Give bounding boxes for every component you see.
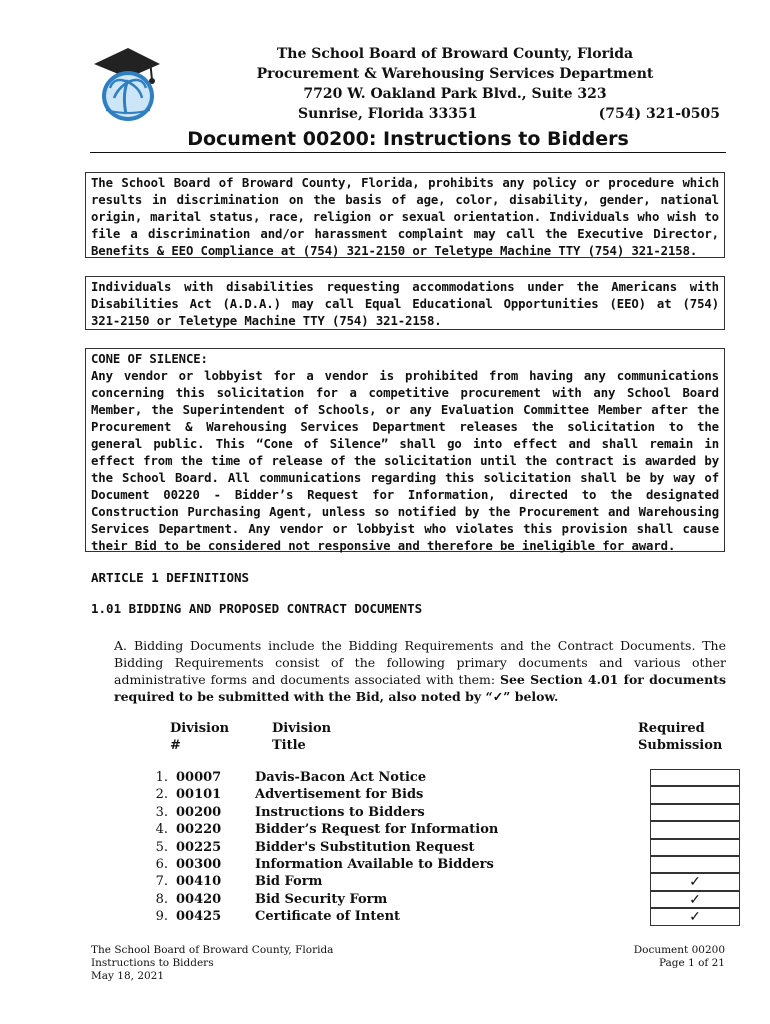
item-number: 5. [155, 839, 168, 855]
header-line-1: The School Board of Broward County, Florida [276, 46, 634, 62]
item-code: 00007 [176, 770, 222, 785]
school-board-apple-logo-icon [92, 44, 162, 124]
article-heading: ARTICLE 1 DEFINITIONS [91, 570, 250, 585]
item-title: Instructions to Bidders [255, 804, 425, 820]
section-heading: 1.01 BIDDING AND PROPOSED CONTRACT DOCUMENTS [91, 601, 423, 616]
list-item [140, 822, 740, 839]
cone-of-silence-heading: CONE OF SILENCE: [91, 352, 208, 366]
column-required-label: Required [638, 721, 705, 736]
item-number: 6. [155, 856, 168, 872]
item-number: 3. [155, 804, 168, 820]
column-division-label: Division [170, 721, 230, 736]
item-number: 2. [155, 787, 168, 803]
cone-of-silence-text: Any vendor or lobbyist for a vendor is prohibited from having any communications concerning this solicitation for a competitive procurement with any School Board Member, the Superintendent of Schools, or any Evaluation Committee Member after the Procurement & Warehousing Services Department releases the solicitation to the general public. This “Cone of Silence” shall go into effect and shall remain in effect from the time of release of the solicitation until the contract is awarded by the School Board. All communications regarding this solicitation shall be by way of Document 00220 - Bidder’s Request for Information, directed to the designated Construction Purchasing Agent, unless so notified by the Procurement and Warehousing Services Department. Any vendor or lobbyist who violates this provision shall cause their Bid to be considered not responsive and therefore be ineligible for award. [91, 369, 719, 553]
nondiscrimination-notice: The School Board of Broward County, Florida, prohibits any policy or procedure which results in discrimination on the basis of age, color, disability, gender, national origin, marital status, race, religion or sexual orientation. Individuals who wish to file a discrimination and/or harassment complaint may call the Executive Director, Benefits & EEO Compliance at (754) 321-2150 or Teletype Machine TTY (754) 321-2158. [85, 172, 725, 258]
item-number: 4. [155, 822, 168, 838]
item-title: Advertisement for Bids [255, 787, 424, 803]
list-item [140, 892, 740, 909]
footer-left [91, 944, 333, 983]
required-check-cell: ✓ [650, 908, 740, 925]
letterhead [190, 44, 720, 124]
header-phone: (754) 321-0505 [598, 106, 720, 122]
list-item [140, 909, 740, 926]
column-required-submission [638, 720, 722, 754]
paragraph-text: Bidding Documents include the Bidding Requirements and the Contract Documents. The Bidding Requirements consist of the following primary documents and various other administrative forms and documents associated with them: [114, 638, 726, 687]
list-item [140, 840, 740, 857]
item-number: 7. [155, 874, 168, 890]
column-hash-label: # [170, 738, 181, 753]
item-title: Bid Security Form [255, 891, 388, 907]
list-item [140, 805, 740, 822]
required-check-cell [650, 786, 740, 803]
column-submission-label: Submission [638, 738, 723, 753]
item-title: Bidder's Substitution Request [255, 839, 475, 855]
document-title: Document 00200: Instructions to Bidders [90, 128, 726, 153]
list-item [140, 770, 740, 787]
item-title: Information Available to Bidders [255, 856, 494, 872]
item-code: 00420 [176, 891, 222, 907]
footer-doc-name: Instructions to Bidders [91, 957, 214, 969]
item-code: 00300 [176, 856, 222, 872]
header-city: Sunrise, Florida 33351 [298, 106, 478, 122]
header-line-3: 7720 W. Oakland Park Blvd., Suite 323 [303, 86, 607, 102]
item-title: Bid Form [255, 874, 323, 890]
required-check-cell: ✓ [650, 873, 740, 890]
footer-right [634, 944, 725, 970]
item-code: 00225 [176, 839, 222, 855]
item-code: 00200 [176, 804, 222, 820]
column-title-label: Title [272, 738, 306, 753]
required-check-cell: ✓ [650, 891, 740, 908]
header-line-2: Procurement & Warehousing Services Department [256, 66, 654, 82]
item-title: Davis-Bacon Act Notice [255, 770, 427, 785]
footer-org: The School Board of Broward County, Florida [91, 944, 334, 956]
required-check-cell [650, 804, 740, 821]
paragraph-label: A. [114, 638, 128, 653]
required-check-cell [650, 856, 740, 873]
required-check-cell [650, 839, 740, 856]
item-code: 00425 [176, 909, 222, 925]
item-number: 1. [155, 770, 168, 785]
item-title: Certificate of Intent [255, 909, 401, 925]
required-check-cell [650, 769, 740, 786]
item-number: 9. [155, 909, 168, 925]
paragraph-a [114, 637, 726, 705]
item-code: 00220 [176, 822, 222, 838]
item-number: 8. [155, 891, 168, 907]
footer-page-number: Page 1 of 21 [658, 957, 725, 969]
item-code: 00101 [176, 787, 222, 803]
column-division-number [170, 720, 229, 754]
footer-date: May 18, 2021 [91, 970, 165, 982]
list-item [140, 857, 740, 874]
ada-notice: Individuals with disabilities requesting accommodations under the Americans with Disabilities Act (A.D.A.) may call Equal Educational Opportunities (EEO) at (754) 321-2150 or Teletype Machine TTY (754) 321-2158. [85, 276, 725, 330]
document-list [140, 770, 740, 927]
footer-doc-number: Document 00200 [633, 944, 725, 956]
item-title: Bidder’s Request for Information [255, 822, 499, 838]
item-code: 00410 [176, 874, 222, 890]
required-check-cell [650, 821, 740, 838]
paragraph-bold-text: See Section 4.01 for documents required to be submitted with the Bid, also noted by “✓” below. [114, 672, 726, 704]
column-division-title [272, 720, 331, 754]
column-division2-label: Division [272, 721, 332, 736]
cone-of-silence-notice [85, 348, 725, 552]
list-item [140, 874, 740, 891]
list-item [140, 787, 740, 804]
